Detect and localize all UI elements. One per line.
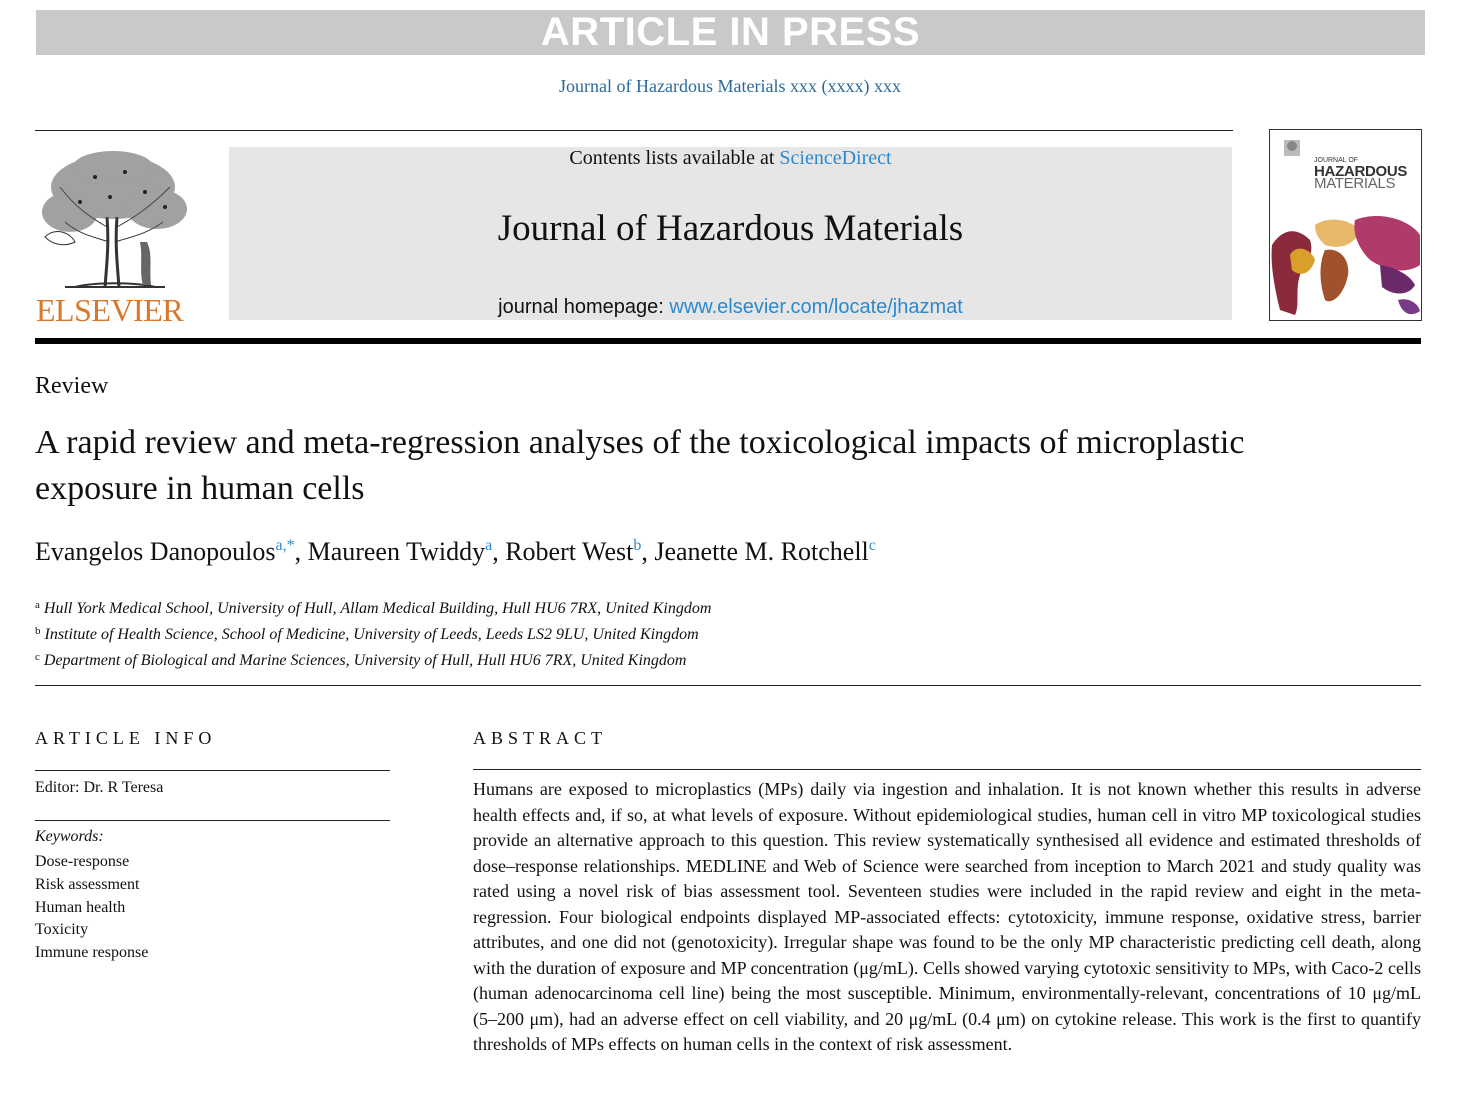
affiliation-mark: a	[35, 599, 40, 611]
keyword-item[interactable]: Risk assessment	[35, 875, 140, 893]
journal-citation-link[interactable]: Journal of Hazardous Materials xxx (xxxx) xxx	[559, 76, 901, 96]
author-name[interactable]: Robert West	[505, 537, 634, 566]
cover-title-line1: JOURNAL OF	[1314, 157, 1359, 164]
author-separator: ,	[492, 537, 506, 566]
author-affiliation-mark[interactable]: b	[633, 537, 642, 554]
keyword-item[interactable]: Dose-response	[35, 853, 130, 870]
homepage-prefix: journal homepage:	[498, 296, 670, 318]
article-type: Review	[35, 373, 109, 399]
affiliation-item	[35, 646, 711, 672]
header-divider	[35, 130, 1233, 131]
homepage-line	[229, 296, 1232, 319]
affiliation-text: Institute of Health Science, School of Medicine, University of Leeds, Leeds LS2 9LU, United Kingdom	[44, 626, 699, 643]
abstract-text: Humans are exposed to microplastics (MPs) daily via ingestion and inhalation. It is not known whether this results in adverse health effects and, if so, at what levels of exposure. Without epidemiological studies, human cell in vitro MP toxicological studies provide an alternative approach to this question. This review systematically synthesised all evidence and estimated thresholds of dose–response relationships. MEDLINE and Web of Science were searched from inception to March 2021 and study quality was rated using a novel risk of bias assessment tool. Seventeen studies were included in the rapid review and eight in the meta-regression. Four biological endpoints displayed MP-associated effects: cytotoxicity, immune response, oxidative stress, barrier attributes, and one did not (genotoxicity). Irregular shape was found to be the only MP characteristic predicting cell death, along with the duration of exposure and MP concentration (μg/mL). Cells showed varying cytotoxic sensitivity to MPs, with Caco-2 cells (human adenocarcinoma cell line) being the most susceptible. Minimum, environmentally-relevant, concentrations of 10 μg/mL (5–200 μm), had an adverse effect on cell viability, and 20 μg/mL (0.4 μm) on cytokine release. This work is the first to quantify thresholds of MPs effects on human cells in the context of risk assessment.	[473, 779, 1421, 1054]
elsevier-wordmark: ELSEVIER	[36, 292, 184, 328]
affiliation-text: Department of Biological and Marine Sciences, University of Hull, Hull HU6 7RX, United Kingdom	[43, 652, 687, 669]
affiliation-item	[35, 620, 711, 646]
journal-masthead	[229, 147, 1232, 320]
masthead-divider	[35, 338, 1421, 344]
abstract-rule	[473, 769, 1421, 770]
keywords-label: Keywords:	[35, 828, 104, 845]
cover-title-line2: HAZARDOUS	[1314, 163, 1408, 180]
affiliation-mark: c	[35, 651, 40, 663]
front-matter-divider	[35, 685, 1421, 686]
affiliation-text: Hull York Medical School, University of Hull, Allam Medical Building, Hull HU6 7RX, United Kingdom	[43, 600, 712, 617]
contents-prefix: Contents lists available at	[569, 147, 780, 169]
keyword-item[interactable]: Human health	[35, 898, 126, 916]
homepage-link[interactable]: www.elsevier.com/locate/jhazmat	[669, 296, 963, 318]
keywords-rule	[35, 820, 390, 821]
article-title: A rapid review and meta-regression analyses of the toxicological impacts of microplastic exposure in human cells	[35, 424, 1245, 507]
world-map-icon	[1270, 205, 1421, 321]
abstract-heading: ABSTRACT	[473, 728, 608, 748]
article-info-heading: ARTICLE INFO	[35, 728, 217, 748]
article-info-rule	[35, 770, 390, 771]
author-affiliation-mark[interactable]: c	[868, 537, 876, 554]
author-name[interactable]: Jeanette M. Rotchell	[654, 537, 869, 566]
cover-logo-icon	[1282, 138, 1302, 158]
cover-title-line3: MATERIALS	[1314, 175, 1396, 192]
author-affiliation-mark[interactable]: a,*	[275, 537, 295, 554]
author-list	[35, 537, 876, 567]
keyword-item[interactable]: Toxicity	[35, 921, 89, 939]
affiliation-mark: b	[35, 625, 41, 637]
article-in-press-banner: ARTICLE IN PRESS	[36, 10, 1425, 55]
keyword-list	[35, 851, 148, 965]
journal-cover-image[interactable]	[1269, 129, 1422, 321]
author-separator: ,	[641, 537, 655, 566]
journal-name: Journal of Hazardous Materials	[497, 208, 964, 249]
editor-line: Editor: Dr. R Teresa	[35, 779, 164, 796]
sciencedirect-link[interactable]: ScienceDirect	[779, 147, 892, 169]
keyword-item[interactable]: Immune response	[35, 944, 149, 962]
author-separator: ,	[294, 537, 308, 566]
contents-line	[229, 147, 1232, 169]
affiliation-list	[35, 594, 711, 672]
affiliation-item	[35, 594, 711, 620]
author-affiliation-mark[interactable]: a	[485, 537, 493, 554]
author-name[interactable]: Maureen Twiddy	[307, 537, 486, 566]
author-name[interactable]: Evangelos Danopoulos	[35, 537, 276, 566]
